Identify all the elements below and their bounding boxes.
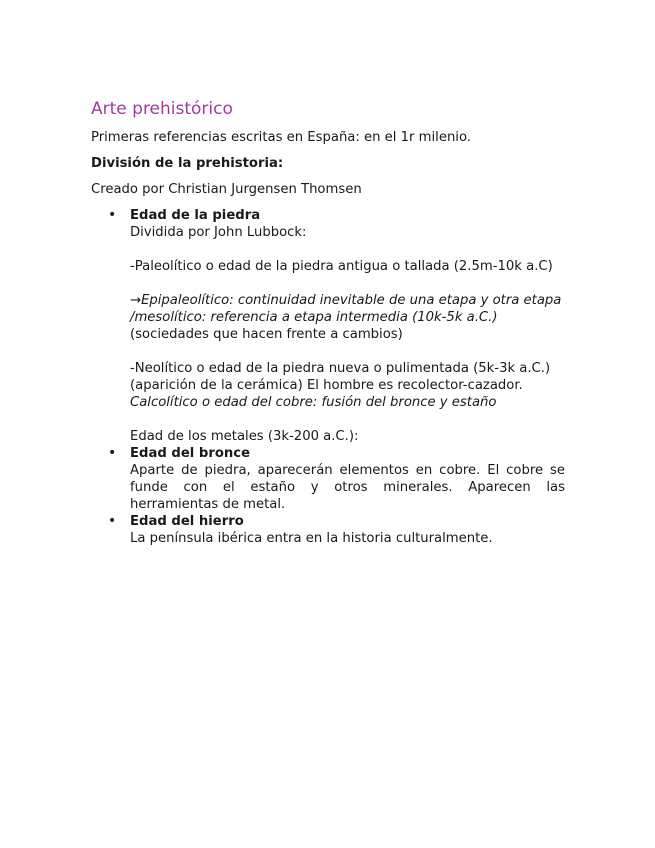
arrow-right-icon: → bbox=[130, 293, 142, 308]
list-item-iron-age bbox=[91, 513, 565, 547]
blank-line bbox=[130, 275, 565, 292]
blank-line bbox=[130, 241, 565, 258]
stone-age-heading: • Edad de la piedra bbox=[130, 208, 261, 223]
intro-paragraph: Primeras referencias escritas en España: en el 1r milenio. bbox=[91, 130, 471, 145]
blank-line bbox=[130, 411, 565, 428]
metals-line: Edad de los metales (3k-200 a.C.): bbox=[130, 429, 359, 444]
list-item-stone-age bbox=[91, 207, 565, 445]
eras-list bbox=[91, 207, 565, 547]
paleolithic-line: -Paleolítico o edad de la piedra antigua o tallada (2.5m-10k a.C) bbox=[130, 259, 553, 274]
bronze-age-text: Aparte de piedra, aparecerán elementos en cobre. El cobre se funde con el estaño y otros minerales. Aparecen las herramientas de metal. bbox=[130, 463, 565, 512]
neolithic-line-1: -Neolítico o edad de la piedra nueva o pulimentada (5k-3k a.C.) bbox=[130, 361, 551, 376]
neolithic-line-2: (aparición de la cerámica) El hombre es recolector-cazador. bbox=[130, 378, 523, 393]
stone-age-by: Dividida por John Lubbock: bbox=[130, 225, 307, 240]
division-heading: División de la prehistoria: bbox=[91, 156, 284, 171]
created-by-paragraph: Creado por Christian Jurgensen Thomsen bbox=[91, 182, 362, 197]
list-item-bronze-age bbox=[91, 445, 565, 513]
blank-line bbox=[130, 343, 565, 360]
chalcolithic-line: Calcolítico o edad del cobre: fusión del bronce y estaño bbox=[130, 395, 497, 410]
iron-age-text: La península ibérica entra en la historia culturalmente. bbox=[130, 531, 493, 546]
epipaleolithic-line-1 bbox=[130, 292, 565, 309]
bronze-age-heading: • Edad del bronce bbox=[130, 446, 251, 461]
societies-line: (sociedades que hacen frente a cambios) bbox=[130, 327, 403, 342]
page-title: Arte prehistórico bbox=[91, 99, 233, 119]
iron-age-heading: • Edad del hierro bbox=[130, 514, 244, 529]
document-page bbox=[91, 98, 565, 547]
epipaleolithic-line-2: /mesolítico: referencia a etapa intermedia (10k-5k a.C.) bbox=[130, 310, 498, 325]
epipaleolithic-text: Epipaleolítico: continuidad inevitable de una etapa y otra etapa bbox=[141, 293, 562, 308]
